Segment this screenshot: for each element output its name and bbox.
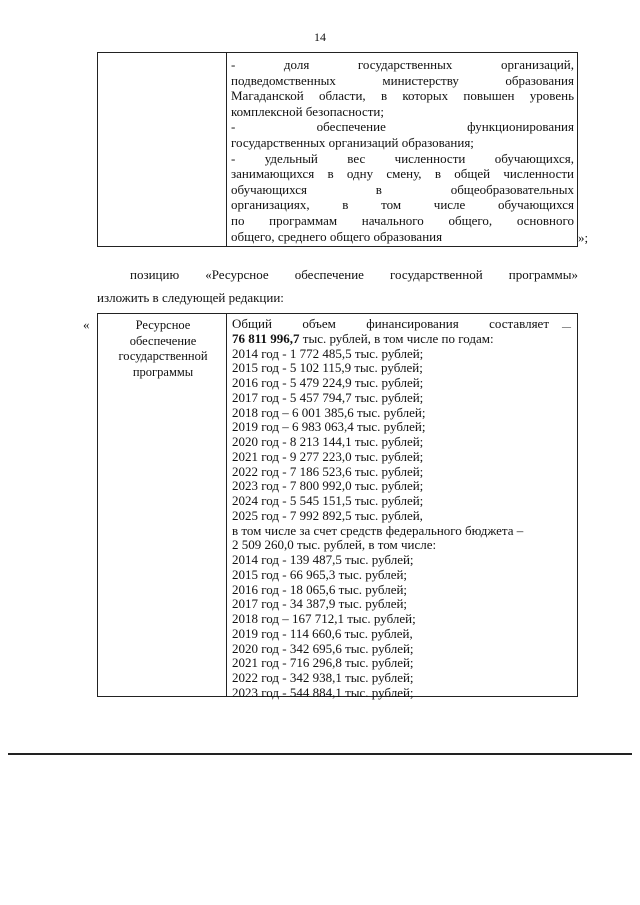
total-line xyxy=(232,332,573,347)
footer-rule xyxy=(8,753,632,755)
text-line: обучающихся в общеобразовательных xyxy=(231,181,574,197)
year-line: 2017 год - 5 457 794,7 тыс. рублей; xyxy=(232,389,424,405)
federal-year-line: 2017 год - 34 387,9 тыс. рублей; xyxy=(232,596,408,612)
year-line: 2014 год - 1 772 485,5 тыс. рублей; xyxy=(232,345,424,361)
federal-year-line: 2015 год - 66 965,3 тыс. рублей; xyxy=(232,566,408,582)
closing-quote: »; xyxy=(578,230,589,245)
year-line: 2019 год – 6 983 063,4 тыс. рублей; xyxy=(232,419,426,435)
text-line: подведомственных министерству образования xyxy=(231,72,574,88)
column-divider xyxy=(226,53,227,246)
opening-quote: « xyxy=(83,317,90,332)
year-line: 2016 год - 5 479 224,9 тыс. рублей; xyxy=(232,375,424,390)
paragraph-line-1: позицию «Ресурсное обеспечение государственной программы» xyxy=(130,267,578,282)
year-line: 2025 год - 7 992 892,5 тыс. рублей, xyxy=(232,507,423,523)
column-divider xyxy=(226,314,227,696)
federal-year-line: 2016 год - 18 065,6 тыс. рублей; xyxy=(232,581,408,597)
federal-year-line: 2023 год - 544 884,1 тыс. рублей; xyxy=(232,684,414,700)
year-line: 2024 год - 5 545 151,5 тыс. рублей; xyxy=(232,493,424,508)
federal-total: 2 509 260,0 тыс. рублей, в том числе: xyxy=(232,537,437,553)
total-rest: тыс. рублей, в том числе по годам: xyxy=(299,330,494,346)
text-line: - доля государственных организаций, xyxy=(231,57,574,72)
paragraph-line-2: изложить в следующей редакции: xyxy=(97,290,284,305)
text-line: общего, среднего общего образования xyxy=(231,228,443,244)
text-line: - обеспечение функционирования xyxy=(231,119,574,135)
text-line: по программам начального общего, основного xyxy=(231,212,574,228)
indicators-cell xyxy=(231,57,574,244)
total-intro: Общий объем финансирования составляет xyxy=(232,316,549,331)
text-line: государственных организаций образования; xyxy=(231,134,474,150)
federal-year-line: 2022 год - 342 938,1 тыс. рублей; xyxy=(232,670,414,685)
text-line: занимающихся в одну смену, в общей численности xyxy=(231,166,574,182)
federal-year-line: 2019 год - 114 660,6 тыс. рублей, xyxy=(232,625,413,641)
page-number: 14 xyxy=(314,30,326,44)
resource-label: Ресурсное обеспечение государственной программы xyxy=(118,318,208,379)
year-line: 2021 год - 9 277 223,0 тыс. рублей; xyxy=(232,448,424,464)
federal-year-line: 2018 год – 167 712,1 тыс. рублей; xyxy=(232,611,416,626)
dash-mark: — xyxy=(562,322,571,332)
text-line: комплексной безопасности; xyxy=(231,103,385,119)
total-amount: 76 811 996,7 xyxy=(232,330,300,346)
federal-year-line: 2014 год - 139 487,5 тыс. рублей; xyxy=(232,552,414,567)
indicators-table xyxy=(97,52,578,247)
text-line: Магаданской области, в которых повышен уровень xyxy=(231,88,574,104)
federal-year-line: 2020 год - 342 695,6 тыс. рублей; xyxy=(232,640,414,656)
year-line: 2022 год - 7 186 523,6 тыс. рублей; xyxy=(232,463,424,479)
resource-table xyxy=(97,313,578,700)
year-line: 2023 год - 7 800 992,0 тыс. рублей; xyxy=(232,478,424,494)
text-line: - удельный вес численности обучающихся, xyxy=(231,150,574,166)
year-line: 2020 год - 8 213 144,1 тыс. рублей; xyxy=(232,434,424,449)
resource-cell xyxy=(232,317,573,701)
federal-intro: в том числе за счет средств федерального бюджета – xyxy=(232,522,524,538)
year-line: 2018 год – 6 001 385,6 тыс. рублей; xyxy=(232,404,426,420)
text-line: организациях, в том числе обучающихся xyxy=(231,197,574,213)
federal-year-line: 2021 год - 716 296,8 тыс. рублей; xyxy=(232,655,414,671)
year-line: 2015 год - 5 102 115,9 тыс. рублей; xyxy=(232,360,423,376)
